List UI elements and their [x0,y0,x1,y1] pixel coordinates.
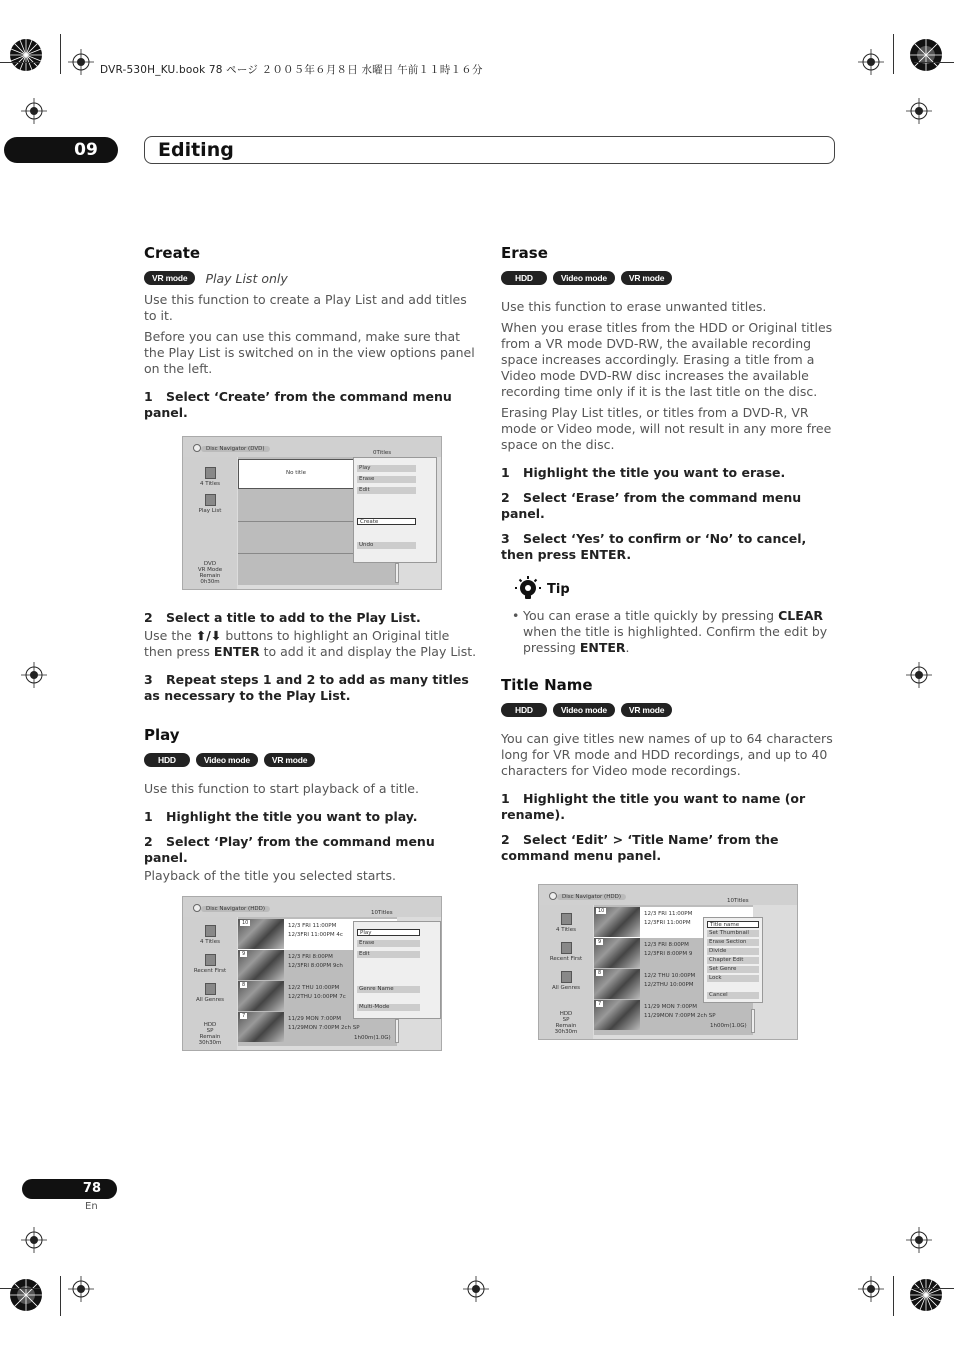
erase-intro: Use this function to erase unwanted titles. [501,299,767,314]
title-name-badges [501,703,837,717]
genre-icon [205,983,216,995]
play-step-2: 2 Select ‘Play’ from the command menu panel. [144,834,435,865]
title-name-heading: Title Name [501,676,593,694]
title-count: 0Titles [373,450,392,456]
title-row[interactable]: 10 12/3 FRI 11:00PM 12/3FRI 11:00PM 4c [238,919,397,950]
play-intro: Use this function to start playback of a title. [144,781,419,796]
create-note: Before you can use this command, make sure that the Play List is switched on in the view options panel on the left. [144,329,475,376]
vr-mode-badge: VR mode [144,271,195,285]
view-options-pane [183,917,237,1050]
disc-icon [193,444,201,452]
registration-mark [858,1276,884,1302]
erase-para-2: Erasing Play List titles, or titles from a DVD-R, VR mode or Video mode, will not result in any more free space on the disc. [501,405,832,452]
title-name-step-1: 1 Highlight the title you want to name (or rename). [501,791,806,822]
remain-info: HDD SP Remain 30h30m [554,1011,578,1035]
submenu-lock[interactable]: Lock [707,975,759,982]
video-mode-badge: Video mode [196,753,258,767]
registration-mark [463,1276,489,1302]
all-genres-option[interactable]: All Genres [539,971,593,991]
hdd-badge: HDD [501,271,547,285]
registration-mark [21,662,47,688]
crop-line [914,62,954,63]
menu-erase[interactable]: Erase [357,476,416,483]
duration: 1h00m(1.0G) [710,1023,747,1029]
play-section [144,726,480,1051]
registration-mark [906,98,932,124]
title-row[interactable]: 8 12/2 THU 10:00PM 12/2THU 10:00PM 7c [238,981,397,1012]
erase-para-1: When you erase titles from the HDD or Original titles from a VR mode DVD-RW, the available recording space increases accordingly. Erasing a title from a Video mode DVD-RW disc increases the available recording time only if it is the last title on the disc. [501,320,833,399]
page-number: 78 [22,1179,117,1199]
registration-mark [68,49,94,75]
title-row[interactable]: 8 12/2 THU 10:00PM 12/2THU 10:00PM [594,969,753,1000]
submenu-set-thumbnail[interactable]: Set Thumbnail [707,930,759,937]
erase-step-1: 1 Highlight the title you want to erase. [501,465,786,480]
nav-title: Disc Navigator (HDD) [201,906,270,912]
recent-first-option[interactable]: Recent First [183,954,237,974]
titles-option[interactable]: 4 Titles [183,925,237,945]
video-mode-badge: Video mode [553,271,615,285]
erase-badges [501,271,837,285]
create-step-2-body: Use the ⬆/⬇ buttons to highlight an Original title then press ENTER to add it and display the Play List. [144,628,477,659]
registration-mark [906,662,932,688]
submenu-chapter-edit[interactable]: Chapter Edit [707,957,759,964]
duration: 1h00m(1.0G) [354,1035,391,1041]
remain-info: DVD VR Mode Remain 0h30m [197,561,223,585]
vr-mode-badge: VR mode [621,703,672,717]
play-step-1: 1 Highlight the title you want to play. [144,809,418,824]
scrollbar[interactable] [395,1019,399,1043]
create-intro: Use this function to create a Play List and add titles to it. [144,292,467,323]
menu-edit[interactable]: Edit [357,951,420,958]
hdd-badge: HDD [501,703,547,717]
title-count: 10Titles [727,898,749,904]
erase-heading: Erase [501,244,548,262]
starburst-mark-top-right [909,38,943,72]
create-step-3: 3 Repeat steps 1 and 2 to add as many titles as necessary to the Play List. [144,672,469,703]
create-heading: Create [144,244,201,262]
crop-line [914,1288,954,1289]
command-menu [353,921,441,1019]
edit-submenu [703,917,763,1003]
command-menu [353,457,437,563]
scrollbar[interactable] [751,1009,755,1033]
menu-multi-mode[interactable]: Multi-Mode [357,1004,420,1011]
registration-mark [21,98,47,124]
crop-line [0,62,40,63]
menu-play[interactable]: Play [357,465,416,472]
crop-line [893,1276,894,1316]
no-title-box: No title [238,459,354,489]
lightbulb-icon [515,576,541,602]
title-row[interactable]: 10 12/3 FRI 11:00PM 12/3FRI 11:00PM [594,907,753,938]
create-badges [144,271,480,285]
view-options-pane [183,457,237,589]
create-section [144,244,480,704]
remain-info: HDD SP Remain 30h30m [198,1022,222,1046]
up-down-arrows-icon: ⬆/⬇ [195,628,222,643]
menu-genre-name[interactable]: Genre Name [357,986,420,993]
play-badges [144,753,480,767]
nav-title: Disc Navigator (DVD) [201,446,270,452]
crop-line [60,1276,61,1316]
print-header: DVR-530H_KU.book 78 ページ ２００５年６月８日 水曜日 午前１１時１６分 [100,64,483,76]
erase-section [501,244,837,563]
titles-icon [205,925,216,937]
tip-label: Tip [547,581,570,597]
registration-mark [906,1227,932,1253]
starburst-mark-bottom-right [909,1278,943,1312]
create-step-2: 2 Select a title to add to the Play List. [144,610,421,625]
chapter-number: 09 [4,137,118,163]
right-column [501,244,837,1040]
play-screen-illustration [182,896,442,1051]
vr-mode-badge: VR mode [264,753,315,767]
vr-mode-badge: VR mode [621,271,672,285]
menu-erase[interactable]: Erase [357,940,420,947]
badge-note: Play List only [205,270,288,286]
erase-step-2: 2 Select ‘Erase’ from the command menu panel. [501,490,802,521]
menu-play[interactable]: Play [357,929,420,936]
submenu-set-genre[interactable]: Set Genre [707,966,759,973]
view-options-pane [539,905,593,1039]
title-count: 10Titles [371,910,393,916]
title-name-section [501,676,837,1040]
submenu-title-name[interactable]: Title name [707,921,759,928]
titles-icon [205,467,216,479]
sort-icon [561,942,572,954]
play-heading: Play [144,726,180,744]
disc-icon [549,892,557,900]
menu-undo[interactable]: Undo [357,542,416,549]
title-name-step-2: 2 Select ‘Edit’ > ‘Title Name’ from the command menu panel. [501,832,779,863]
crop-line [0,1288,40,1289]
menu-edit[interactable]: Edit [357,487,416,494]
registration-mark [68,1276,94,1302]
submenu-cancel[interactable]: Cancel [707,992,759,999]
tip-box [501,576,837,656]
recent-first-option[interactable]: Recent First [539,942,593,962]
create-screen-illustration [182,436,442,590]
tip-text: • You can erase a title quickly by pressing CLEAR when the title is highlighted. Confirm the edit by pressing ENTER. [501,608,837,656]
title-row[interactable]: 7 11/29 MON 7:00PM 11/29MON 7:00PM 2ch SP [238,1012,397,1043]
titles-option[interactable]: 4 Titles [183,467,237,487]
starburst-mark-top-left [9,38,43,72]
scrollbar[interactable] [395,563,399,583]
crop-line [893,34,894,74]
chapter-title-box [144,136,835,164]
submenu-divide[interactable]: Divide [707,948,759,955]
title-row[interactable]: 9 12/3 FRI 8:00PM 12/3FRI 8:00PM 9 [594,938,753,969]
create-step-1: 1 Select ‘Create’ from the command menu panel. [144,389,452,420]
play-list-icon [205,494,216,506]
nav-title: Disc Navigator (HDD) [557,894,626,900]
title-name-intro: You can give titles new names of up to 64 characters long for VR mode and HDD recordings, and up to 40 characters for Video mode recordings. [501,731,833,778]
play-list-option[interactable]: Play List [183,494,237,514]
registration-mark [21,1227,47,1253]
left-column [144,244,480,1051]
play-step-2-body: Playback of the title you selected starts. [144,868,396,883]
titles-option[interactable]: 4 Titles [539,913,593,933]
erase-step-3: 3 Select ‘Yes’ to confirm or ‘No’ to cancel, then press ENTER. [501,531,807,562]
chapter-title: Editing [158,139,234,161]
title-row[interactable]: 9 12/3 FRI 8:00PM 12/3FRI 8:00PM 9ch [238,950,397,981]
sort-icon [205,954,216,966]
genre-icon [561,971,572,983]
submenu-erase-section[interactable]: Erase Section [707,939,759,946]
registration-mark [858,49,884,75]
titles-icon [561,913,572,925]
title-name-screen-illustration [538,884,798,1040]
title-row[interactable]: 7 11/29 MON 7:00PM 11/29MON 7:00PM 2ch SP [594,1000,753,1031]
page-language: En [85,1201,98,1212]
starburst-mark-bottom-left [9,1278,43,1312]
crop-line [60,34,61,74]
video-mode-badge: Video mode [553,703,615,717]
disc-icon [193,904,201,912]
hdd-badge: HDD [144,753,190,767]
all-genres-option[interactable]: All Genres [183,983,237,1003]
menu-create[interactable]: Create [357,518,416,525]
